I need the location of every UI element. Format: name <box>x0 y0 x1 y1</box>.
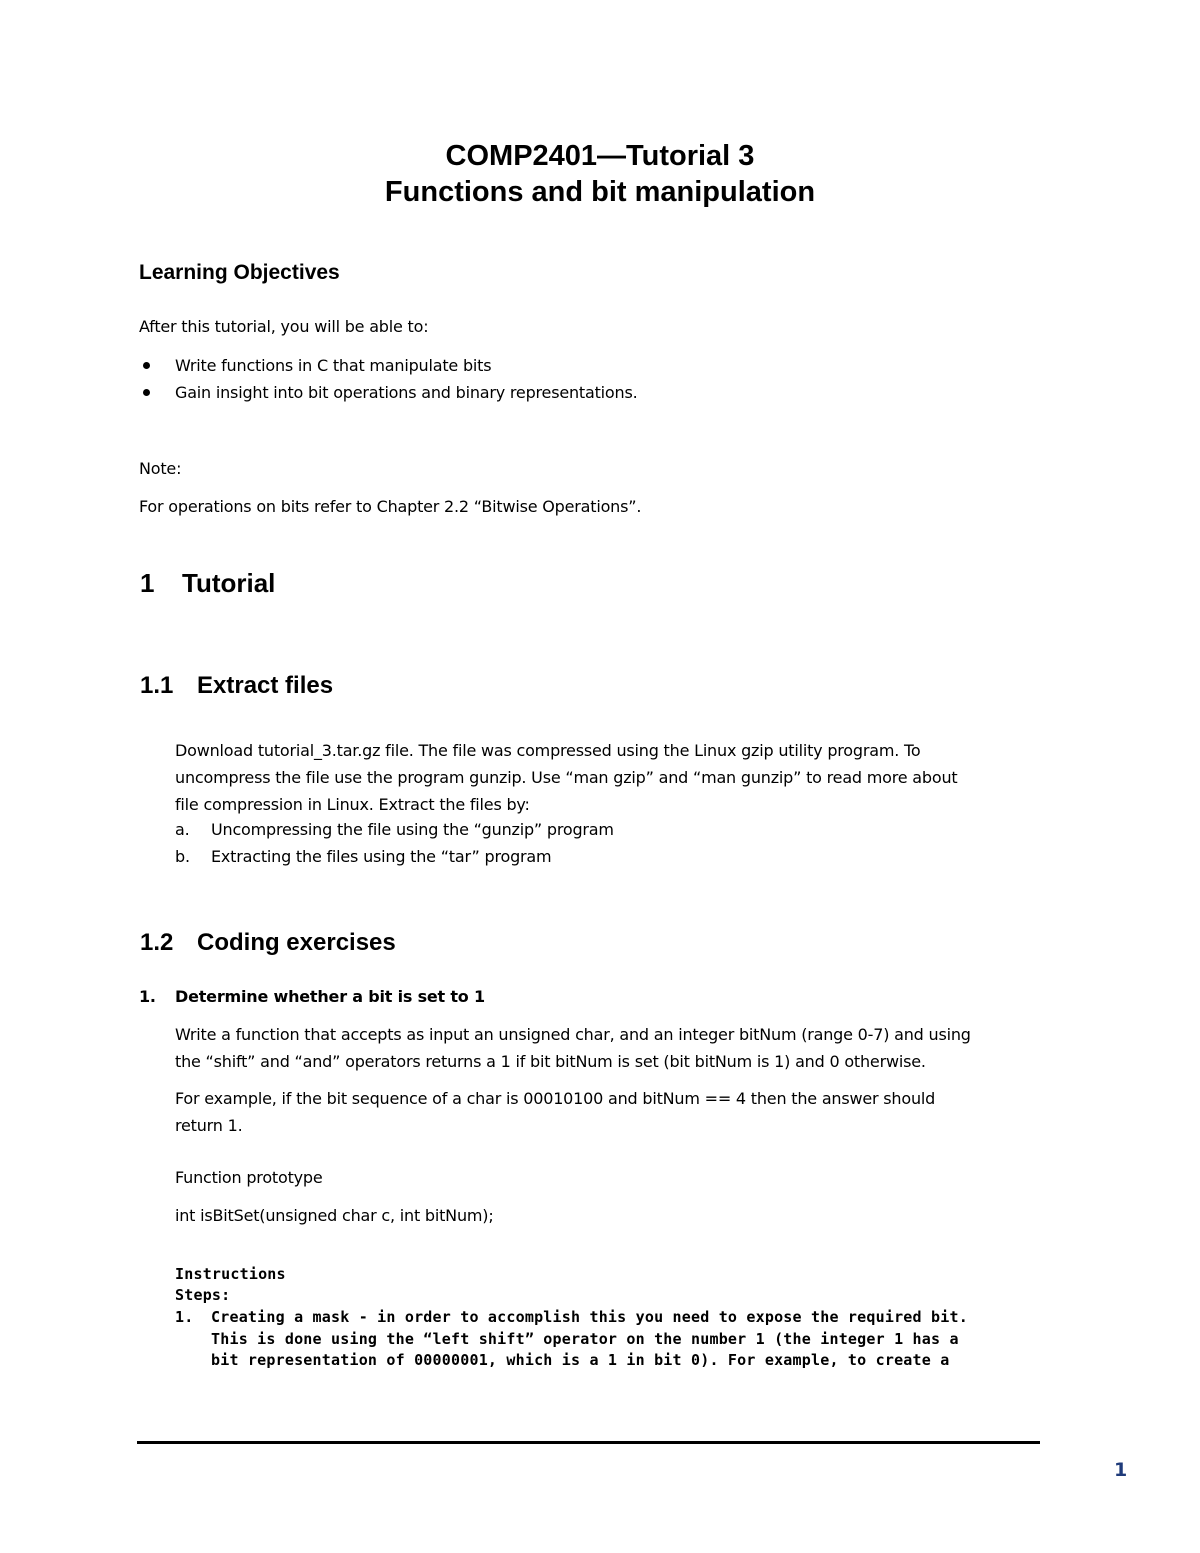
exercise-description-line: Write a function that accepts as input an unsigned char, and an integer bitNum (range 0-7) and using <box>175 1025 971 1044</box>
instructions-label: Instructions <box>175 1265 286 1283</box>
extract-step-marker: b. <box>175 847 190 866</box>
exercise-example-line: return 1. <box>175 1116 243 1135</box>
footer-rule <box>137 1441 1040 1444</box>
instruction-step-line: bit representation of 00000001, which is a 1 in bit 0). For example, to create a <box>211 1351 950 1369</box>
exercise-number: 1. <box>139 987 156 1006</box>
note-label: Note: <box>139 459 182 478</box>
function-prototype: int isBitSet(unsigned char c, int bitNum); <box>175 1206 494 1225</box>
steps-label: Steps: <box>175 1286 231 1304</box>
extract-step-text: Extracting the files using the “tar” program <box>211 847 552 866</box>
function-prototype-label: Function prototype <box>175 1168 323 1187</box>
section-1-title: Tutorial <box>182 568 276 598</box>
exercise-description-line: the “shift” and “and” operators returns a 1 if bit bitNum is set (bit bitNum is 1) and 0 otherwise. <box>175 1052 926 1071</box>
objective-item: Gain insight into bit operations and binary representations. <box>175 383 638 402</box>
title-line-2: Functions and bit manipulation <box>384 176 816 208</box>
bullet-icon <box>143 389 150 396</box>
section-1-number: 1 <box>140 568 155 598</box>
section-1-1-number: 1.1 <box>140 672 174 699</box>
section-1-2-number: 1.2 <box>140 929 174 956</box>
objectives-intro: After this tutorial, you will be able to: <box>139 317 429 336</box>
instruction-step-line: This is done using the “left shift” operator on the number 1 (the integer 1 has a <box>211 1330 959 1348</box>
section-1-2-title: Coding exercises <box>197 929 396 956</box>
note-text: For operations on bits refer to Chapter 2.2 “Bitwise Operations”. <box>139 497 642 516</box>
extract-paragraph-line: file compression in Linux. Extract the files by: <box>175 795 530 814</box>
objectives-heading: Learning Objectives <box>139 261 340 284</box>
section-1-1-title: Extract files <box>197 672 334 699</box>
bullet-icon <box>143 362 150 369</box>
instruction-step-marker: 1. <box>175 1308 194 1326</box>
instruction-step-line: Creating a mask - in order to accomplish this you need to expose the required bit. <box>211 1308 968 1326</box>
extract-paragraph-line: Download tutorial_3.tar.gz file. The file was compressed using the Linux gzip utility program. To <box>175 741 921 760</box>
objective-item: Write functions in C that manipulate bits <box>175 356 492 375</box>
exercise-title: Determine whether a bit is set to 1 <box>175 987 485 1006</box>
title-line-1: COMP2401—Tutorial 3 <box>445 140 755 172</box>
extract-paragraph-line: uncompress the file use the program gunzip. Use “man gzip” and “man gunzip” to read more about <box>175 768 958 787</box>
exercise-example-line: For example, if the bit sequence of a char is 00010100 and bitNum == 4 then the answer should <box>175 1089 936 1108</box>
extract-step-marker: a. <box>175 820 190 839</box>
extract-step-text: Uncompressing the file using the “gunzip” program <box>211 820 614 839</box>
page-number: 1 <box>1114 1459 1128 1481</box>
